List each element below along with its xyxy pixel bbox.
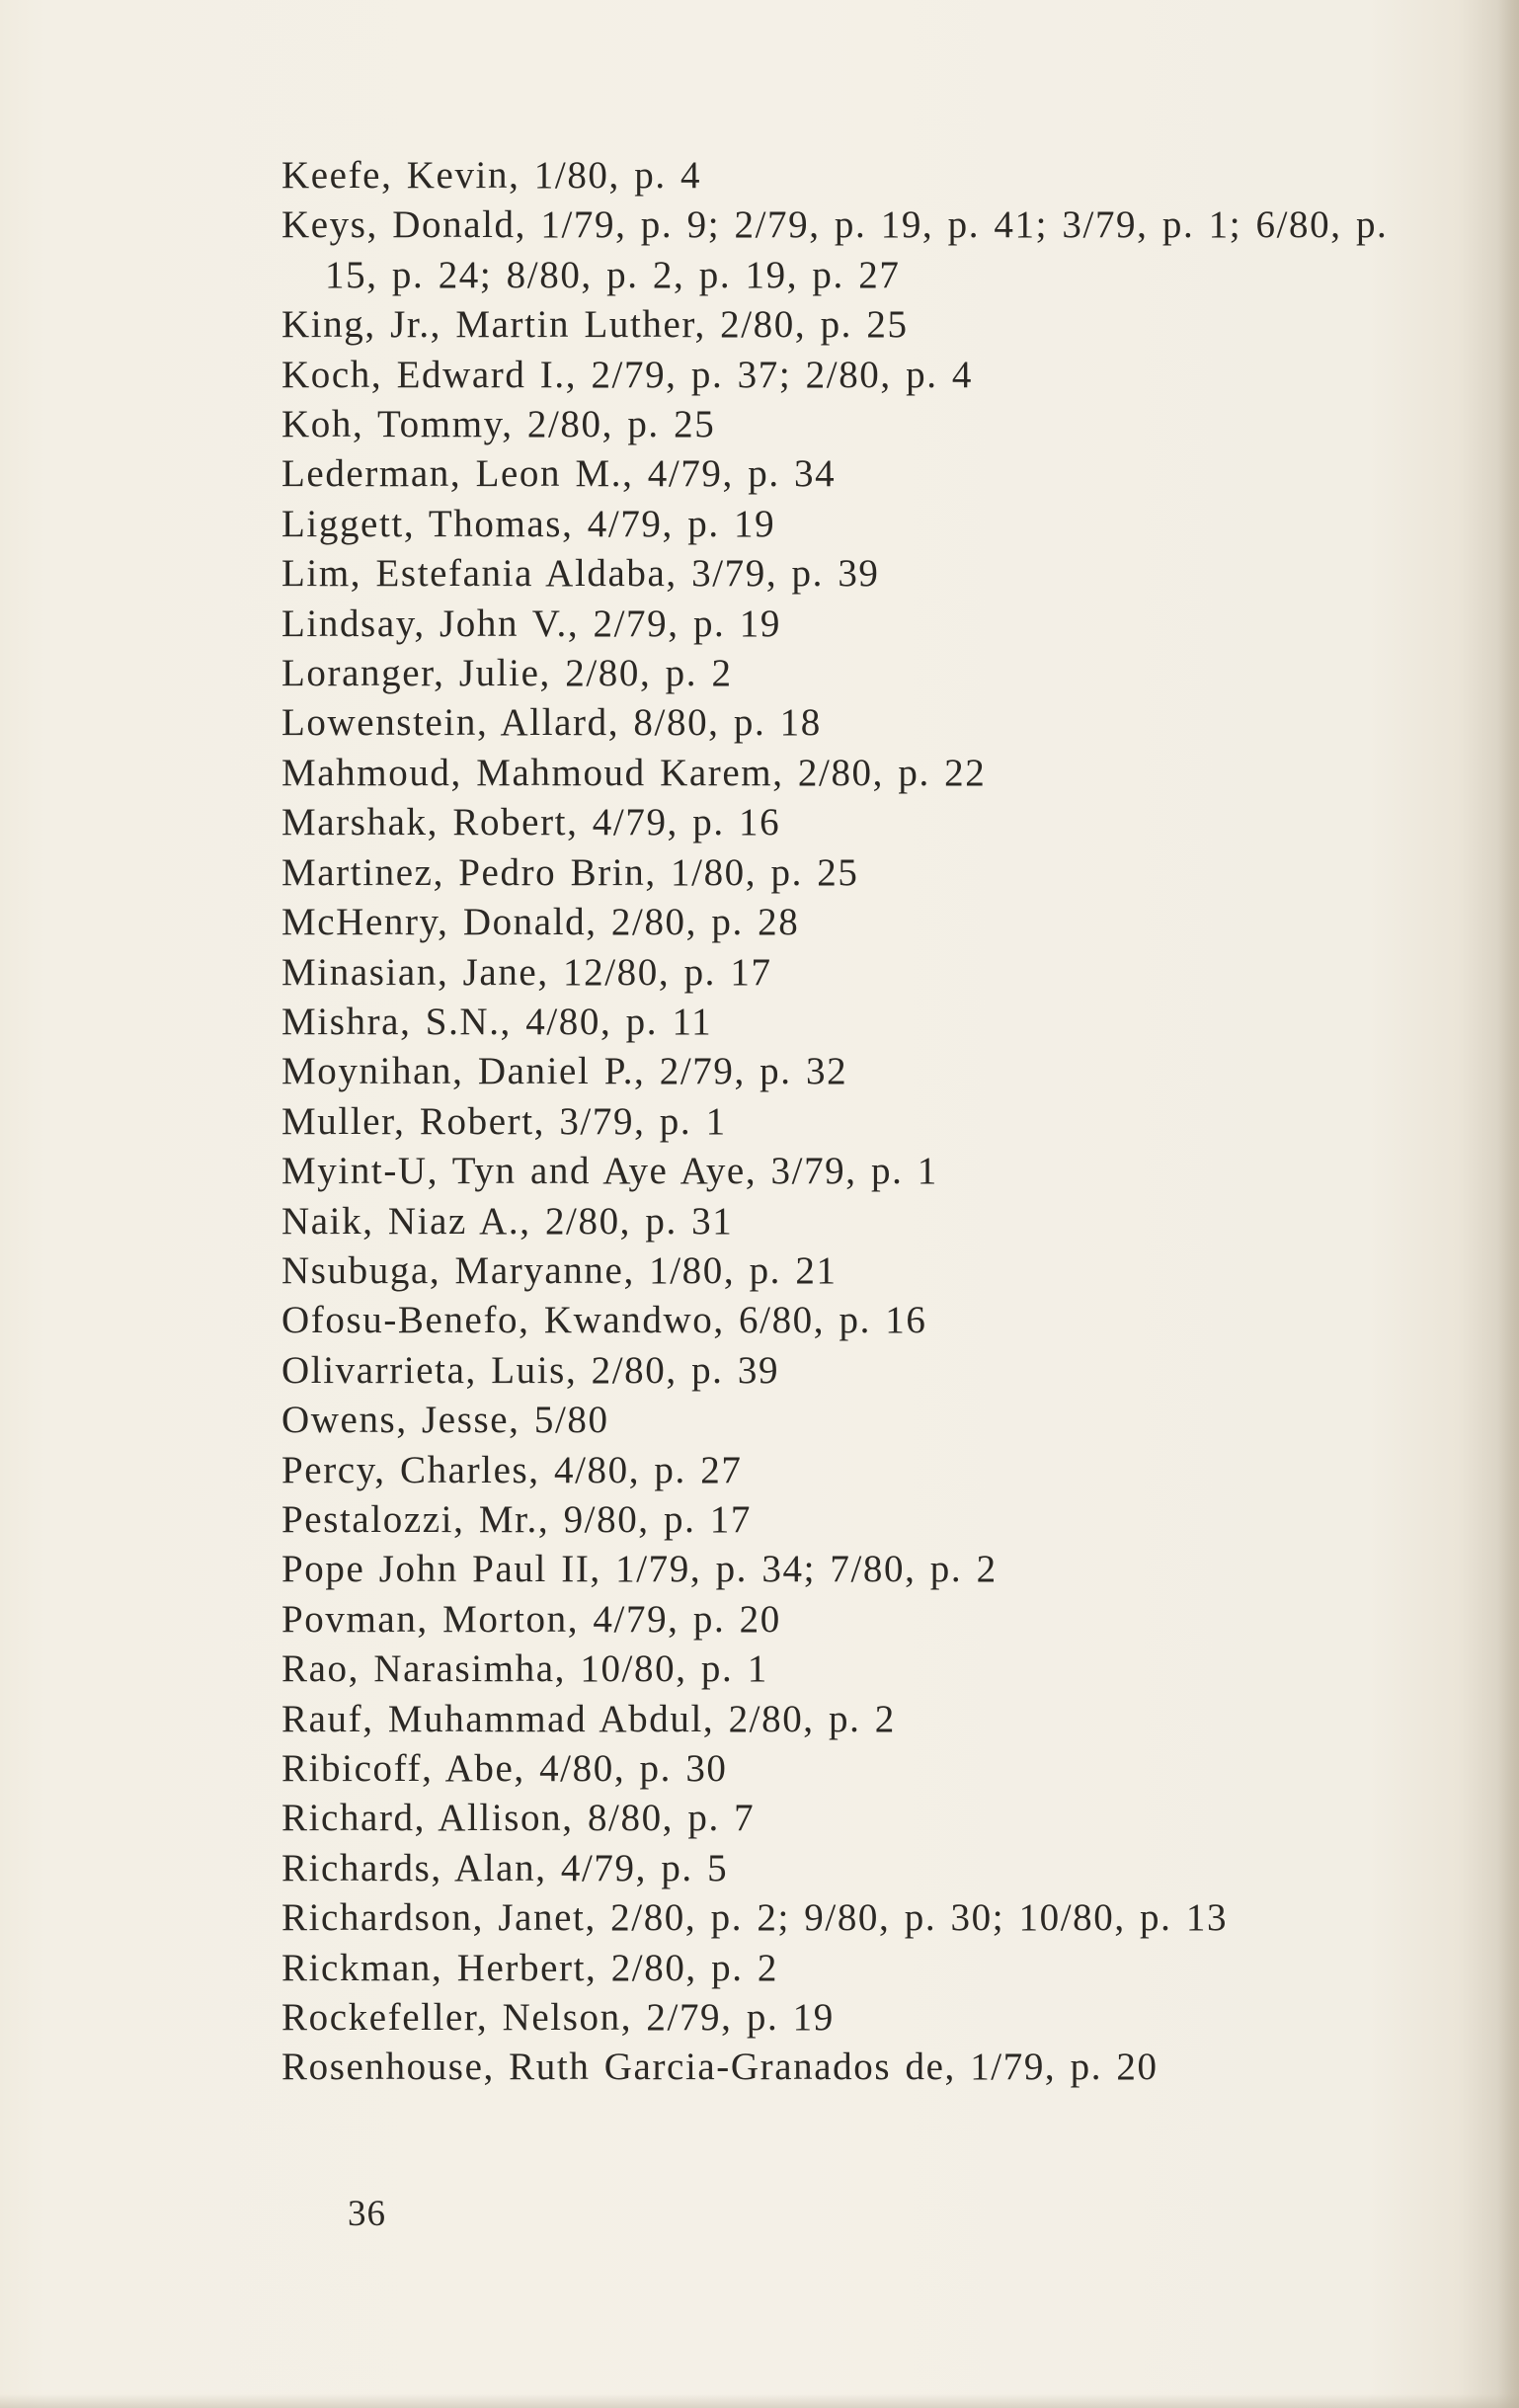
index-entry: King, Jr., Martin Luther, 2/80, p. 25 bbox=[281, 303, 909, 347]
index-entry: Keefe, Kevin, 1/80, p. 4 bbox=[281, 154, 702, 197]
index-entry: Richard, Allison, 8/80, p. 7 bbox=[281, 1797, 756, 1840]
index-entry: Nsubuga, Maryanne, 1/80, p. 21 bbox=[281, 1248, 838, 1292]
index-entry: Minasian, Jane, 12/80, p. 17 bbox=[281, 950, 772, 994]
index-entry: Ofosu-Benefo, Kwandwo, 6/80, p. 16 bbox=[281, 1299, 927, 1342]
index-entry: Loranger, Julie, 2/80, p. 2 bbox=[281, 652, 733, 695]
index-entry: Rosenhouse, Ruth Garcia-Granados de, 1/79, p. 20 bbox=[281, 2046, 1159, 2089]
index-entry: Naik, Niaz A., 2/80, p. 31 bbox=[281, 1199, 734, 1243]
page-number: 36 bbox=[348, 2194, 386, 2234]
index-entry: Lindsay, John V., 2/79, p. 19 bbox=[281, 602, 781, 645]
index-entry: Richardson, Janet, 2/80, p. 2; 9/80, p. 30; 10/80, p. 13 bbox=[281, 1896, 1229, 1940]
index-entry: Rickman, Herbert, 2/80, p. 2 bbox=[281, 1946, 779, 1989]
index-entry: Muller, Robert, 3/79, p. 1 bbox=[281, 1099, 727, 1143]
index-entry: Moynihan, Daniel P., 2/79, p. 32 bbox=[281, 1050, 848, 1093]
index-entry: Lederman, Leon M., 4/79, p. 34 bbox=[281, 452, 837, 496]
index-entry: McHenry, Donald, 2/80, p. 28 bbox=[281, 901, 800, 944]
index-entry: Rauf, Muhammad Abdul, 2/80, p. 2 bbox=[281, 1697, 896, 1740]
index-entry: Pestalozzi, Mr., 9/80, p. 17 bbox=[281, 1497, 753, 1541]
index-entry: Percy, Charles, 4/80, p. 27 bbox=[281, 1448, 743, 1491]
index-entry: Rao, Narasimha, 10/80, p. 1 bbox=[281, 1647, 768, 1691]
page-right-edge bbox=[1497, 0, 1519, 2408]
index-entry: Martinez, Pedro Brin, 1/80, p. 25 bbox=[281, 850, 859, 894]
index-list bbox=[281, 151, 1398, 2093]
index-entry: Myint-U, Tyn and Aye Aye, 3/79, p. 1 bbox=[281, 1150, 938, 1193]
index-entry: Ribicoff, Abe, 4/80, p. 30 bbox=[281, 1747, 728, 1790]
index-entry: Marshak, Robert, 4/79, p. 16 bbox=[281, 801, 781, 844]
index-entry: Mahmoud, Mahmoud Karem, 2/80, p. 22 bbox=[281, 751, 987, 794]
index-entry: Pope John Paul II, 1/79, p. 34; 7/80, p. 2 bbox=[281, 1548, 998, 1591]
index-entry: Keys, Donald, 1/79, p. 9; 2/79, p. 19, p. 41; 3/79, p. 1; 6/80, p. 15, p. 24; 8/80, p. 2, p. 19, p. 27 bbox=[281, 203, 1389, 296]
index-entry: Mishra, S.N., 4/80, p. 11 bbox=[281, 1000, 713, 1043]
page-bottom-edge bbox=[0, 2394, 1519, 2408]
index-entry: Koh, Tommy, 2/80, p. 25 bbox=[281, 403, 716, 446]
index-entry: Liggett, Thomas, 4/79, p. 19 bbox=[281, 502, 776, 545]
index-entry: Richards, Alan, 4/79, p. 5 bbox=[281, 1846, 729, 1889]
index-entry: Lim, Estefania Aldaba, 3/79, p. 39 bbox=[281, 552, 880, 596]
index-entry: Olivarrieta, Luis, 2/80, p. 39 bbox=[281, 1348, 780, 1392]
index-entry: Povman, Morton, 4/79, p. 20 bbox=[281, 1597, 781, 1641]
index-entry: Koch, Edward I., 2/79, p. 37; 2/80, p. 4 bbox=[281, 353, 974, 396]
index-entry: Owens, Jesse, 5/80 bbox=[281, 1399, 609, 1442]
index-entry: Rockefeller, Nelson, 2/79, p. 19 bbox=[281, 1996, 835, 2040]
index-entry: Lowenstein, Allard, 8/80, p. 18 bbox=[281, 701, 822, 745]
